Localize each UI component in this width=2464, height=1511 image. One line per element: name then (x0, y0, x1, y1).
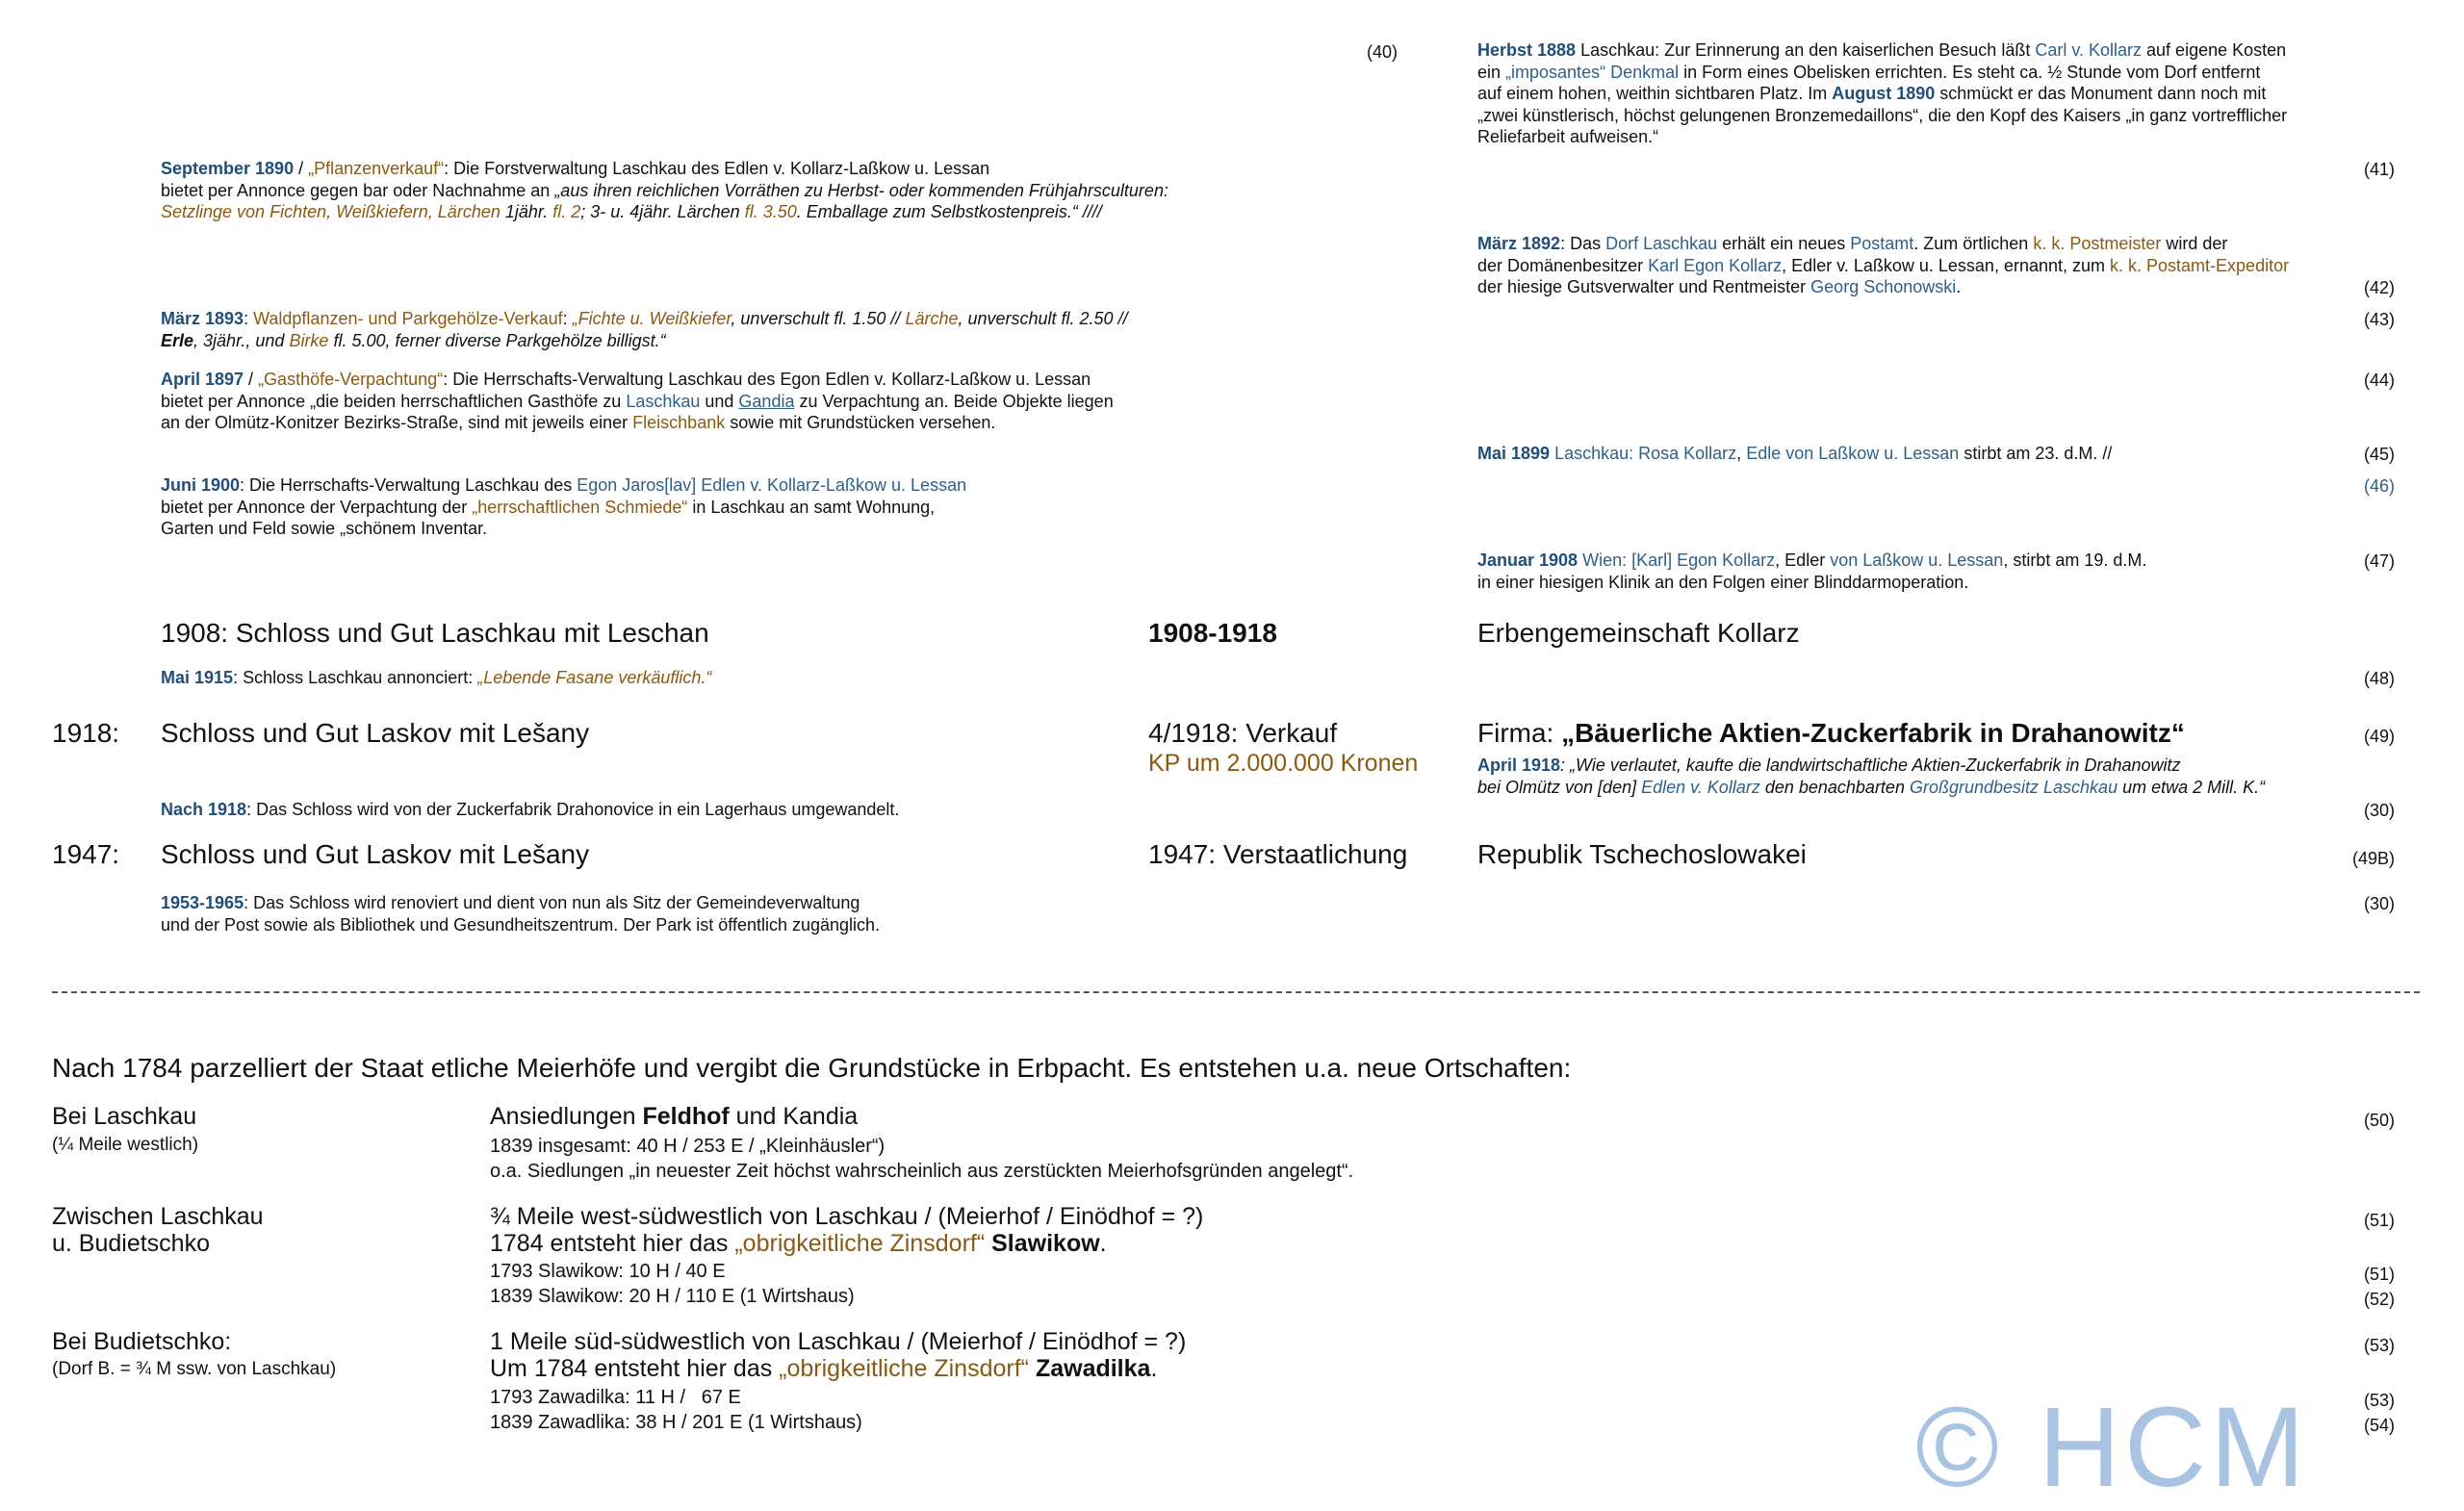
year-1918: 1918: (52, 718, 120, 748)
entry-maerz-1893 (161, 308, 1128, 351)
quote: : „Wie verlautet, kaufte die landwirtschaftliche Aktien-Zuckerfabrik in Drahanowitz (1560, 756, 2181, 775)
copyright-watermark: © HCM (1915, 1384, 2309, 1511)
highlight: „Pflanzenverkauf“ (308, 159, 445, 178)
ref-47: (47) (2363, 551, 2395, 571)
owner-1908: Erbengemeinschaft Kollarz (1477, 618, 1800, 648)
price: fl. 3.50 (744, 202, 797, 221)
owner-prefix: Firma: (1477, 718, 1562, 748)
slawikow-line1: ¾ Meile west-südwestlich von Laschkau / (Meierhof / Einödhof = ?) (490, 1203, 1204, 1230)
slawikow-line4: 1839 Slawikow: 20 H / 110 E (1 Wirtshaus) (490, 1286, 855, 1307)
quote: . Emballage zum Selbstkostenpreis.“ //// (796, 202, 1102, 221)
entry-text: : Die Herrschafts-Verwaltung Laschkau des (240, 475, 578, 495)
quote: „aus ihren reichlichen Vorräthen zu Herbst- oder kommenden Frühjahrsculturen: (554, 180, 1168, 200)
place-name: Slawikow (985, 1230, 1100, 1257)
person-name: Egon Jaros[lav] Edlen v. Kollarz-Laßkow u. Lessan (577, 475, 967, 495)
highlight: Dorf Laschkau (1605, 234, 1718, 253)
ref-44: (44) (2363, 371, 2395, 390)
entry-januar-1908 (1477, 550, 2146, 593)
entry-text: , Edler (1775, 551, 1831, 570)
entry-text: 1784 entsteht hier das (490, 1230, 735, 1257)
highlight: „obrigkeitliche Zinsdorf“ (779, 1355, 1029, 1382)
entry-text: an der Olmütz-Konitzer Bezirks-Straße, sind mit jeweils einer (161, 413, 633, 432)
entry-text: auf einem hohen, weithin sichtbaren Platz. Im (1477, 84, 1833, 103)
place-name: Laschkau (626, 391, 701, 411)
entry-text: sowie mit Grundstücken versehen. (725, 413, 996, 432)
entry-date: Januar 1908 (1477, 551, 1578, 570)
dashed-divider (52, 991, 2420, 993)
person-name: Rosa Kollarz (1638, 444, 1737, 463)
quote: um etwa 2 Mill. K.“ (2118, 777, 2266, 797)
label-bei-budietschko: Bei Budietschko: (52, 1328, 232, 1355)
zawadilka-line2 (490, 1355, 1157, 1382)
event-1918: 4/1918: Verkauf (1148, 718, 1338, 748)
quote: Lärche (905, 309, 959, 328)
highlight: Postamt (1850, 234, 1914, 253)
person-name: Karl Egon Kollarz (1648, 255, 1783, 275)
zawadilka-line1: 1 Meile süd-südwestlich von Laschkau / (Meierhof / Einödhof = ?) (490, 1328, 1187, 1355)
entry-text: : Das Schloss wird renoviert und dient von nun als Sitz der Gemeindeverwaltung (244, 893, 860, 912)
entry-text: ein (1477, 62, 1506, 82)
ref-50: (50) (2363, 1111, 2395, 1130)
quote: ; 3- u. 4jähr. Lärchen (580, 202, 745, 221)
entry-mai-1915 (161, 667, 711, 689)
entry-text: bietet per Annonce der Verpachtung der (161, 497, 473, 517)
entry-text: in Laschkau an samt Wohnung, (687, 497, 936, 517)
entry-text: auf eigene Kosten (2142, 40, 2287, 60)
quote: , unverschult fl. 2.50 // (958, 309, 1128, 328)
person-name: Edlen v. Kollarz (1641, 777, 1760, 797)
entry-text: : Die Forstverwaltung Laschkau des Edlen v. Kollarz-Laßkow u. Lessan (444, 159, 990, 178)
entry-text: Laschkau: Zur Erinnerung an den kaiserlichen Besuch läßt (1576, 40, 2036, 60)
entry-text: „zwei künstlerisch, höchst gelungenen Bronzemedaillons“, die den Kopf des Kaisers „in ganz vortrefflicher (1477, 105, 2288, 125)
place-name: Großgrundbesitz Laschkau (1909, 777, 2118, 797)
entry-date: Herbst 1888 (1477, 40, 1577, 60)
ref-40: (40) (1366, 42, 1398, 62)
entry-text: wird der (2161, 234, 2228, 253)
person-name: [Karl] Egon Kollarz (1631, 551, 1776, 570)
entry-text: . (1150, 1355, 1158, 1382)
entry-nach-1918 (161, 799, 899, 821)
entry-text: : Das Schloss wird von der Zuckerfabrik Drahonovice in ein Lagerhaus umgewandelt. (246, 800, 900, 819)
ref-42: (42) (2363, 278, 2395, 297)
title-text: Ansiedlungen (490, 1103, 643, 1130)
ref-52: (52) (2363, 1290, 2395, 1309)
entry-text: , Edler v. Laßkow u. Lessan, ernannt, zum (1782, 255, 2111, 275)
year-1947: 1947: (52, 839, 120, 869)
place-name: Wien: (1578, 551, 1632, 570)
entry-text: in einer hiesigen Klinik an den Folgen einer Blinddarmoperation. (1477, 572, 1969, 592)
highlight: Waldpflanzen- und Parkgehölze-Verkauf (253, 309, 563, 328)
entry-text: und der Post sowie als Bibliothek und Gesundheitszentrum. Der Park ist öffentlich zugänglich. (161, 914, 881, 935)
label-zwischen: Zwischen Laschkau (52, 1203, 264, 1230)
entry-text: : (244, 309, 254, 328)
quote: Birke (289, 330, 329, 350)
entry-mai-1899 (1477, 443, 2112, 465)
ref-48: (48) (2363, 669, 2395, 688)
entry-text: der Domänenbesitzer (1477, 255, 1649, 275)
quote: Erle (161, 330, 194, 350)
entry-text: . Zum örtlichen (1913, 234, 2034, 253)
entry-text: . (1099, 1230, 1107, 1257)
intro-text: Nach 1784 parzelliert der Staat etliche Meierhöfe und vergibt die Grundstücke in Erbpacht. Es entstehen u.a. neue Ortschaften: (52, 1053, 1572, 1083)
label-laschkau: Bei Laschkau (52, 1103, 197, 1130)
ref-30-a: (30) (2363, 801, 2395, 820)
ref-43: (43) (2363, 310, 2395, 329)
quote: „Fichte u. Weißkiefer (572, 309, 732, 328)
event-1947: 1947: Verstaatlichung (1148, 839, 1408, 869)
entry-text: in Form eines Obelisken errichten. Es steht ca. ½ Stunde vom Dorf entfernt (1679, 62, 2261, 82)
ref-41: (41) (2363, 160, 2395, 179)
entry-text: / (294, 159, 309, 178)
zawadilka-line4: 1839 Zawadlika: 38 H / 201 E (1 Wirtshaus) (490, 1412, 862, 1433)
zawadilka-line3: 1793 Zawadilka: 11 H / 67 E (490, 1387, 741, 1408)
quote: den benachbarten (1759, 777, 1910, 797)
entry-date: Nach 1918 (161, 800, 247, 819)
ref-54: (54) (2363, 1416, 2395, 1435)
entry-text: , (1736, 444, 1747, 463)
person-name: Carl v. Kollarz (2035, 40, 2143, 60)
entry-text: erhält ein neues (1717, 234, 1851, 253)
place-name: Feldhof (642, 1103, 730, 1130)
title-feldhof (490, 1103, 858, 1130)
section-title-1908: 1908: Schloss und Gut Laschkau mit Leschan (161, 618, 709, 648)
ref-53-a: (53) (2363, 1336, 2395, 1355)
slawikow-line2 (490, 1230, 1107, 1257)
entry-text: schmückt er das Monument dann noch mit (1935, 84, 2267, 103)
ref-49b: (49B) (2351, 849, 2395, 868)
entry-text: zu Verpachtung an. Beide Objekte liegen (794, 391, 1114, 411)
entry-juni-1900 (161, 474, 966, 540)
place-name: Zawadilka (1029, 1355, 1151, 1382)
entry-date: August 1890 (1832, 84, 1936, 103)
place-name: Gandia (738, 391, 795, 411)
person-name: von Laßkow u. Lessan (1830, 551, 2004, 570)
ref-49: (49) (2363, 727, 2395, 746)
person-name: Georg Schonowski (1810, 277, 1957, 296)
highlight: k. k. Postamt-Expeditor (2110, 255, 2290, 275)
quote: , 3jähr., und (193, 330, 290, 350)
ref-51-b: (51) (2363, 1265, 2395, 1284)
highlight: „imposantes“ Denkmal (1505, 62, 1680, 82)
owner-1947: Republik Tschechoslowakei (1477, 839, 1807, 869)
entry-date: Mai 1899 (1477, 444, 1551, 463)
ref-30-b: (30) (2363, 894, 2395, 913)
entry-text: Um 1784 entsteht hier das (490, 1355, 780, 1382)
highlight: Fleischbank (632, 413, 726, 432)
quote: 1jähr. (500, 202, 553, 221)
entry-text: und (700, 391, 739, 411)
entry-1953-1965 (161, 892, 880, 935)
entry-text: Reliefarbeit aufweisen.“ (1477, 127, 1659, 146)
highlight: „Gasthöfe-Verpachtung“ (258, 370, 444, 389)
highlight: k. k. Postmeister (2033, 234, 2162, 253)
place-name: Laschkau: (1550, 444, 1639, 463)
highlight: „obrigkeitliche Zinsdorf“ (734, 1230, 986, 1257)
entry-date: 1953-1965 (161, 893, 244, 912)
entry-text: bietet per Annonce „die beiden herrschaftlichen Gasthöfe zu (161, 391, 627, 411)
laschkau-line1: 1839 insgesamt: 40 H / 253 E / „Kleinhäusler“) (490, 1136, 886, 1157)
entry-sept-1890 (161, 158, 1168, 223)
entry-text: : Die Herrschafts-Verwaltung Laschkau des Egon Edlen v. Kollarz-Laßkow u. Lessan (443, 370, 1091, 389)
title-text: und Kandia (729, 1103, 859, 1130)
quote: fl. 5.00, ferner diverse Parkgehölze billigst.“ (328, 330, 666, 350)
price: fl. 2 (552, 202, 581, 221)
laschkau-line2: o.a. Siedlungen „in neuester Zeit höchst wahrscheinlich aus zerstückten Meierhofsgründen angelegt“. (490, 1161, 1354, 1182)
entry-maerz-1892 (1477, 233, 2289, 298)
entry-date: Mai 1915 (161, 668, 234, 687)
entry-date: Juni 1900 (161, 475, 241, 495)
entry-text: , stirbt am 19. d.M. (2003, 551, 2147, 570)
entry-april-1918 (1477, 755, 2265, 798)
highlight: „herrschaftlichen Schmiede“ (472, 497, 688, 517)
entry-text: / (244, 370, 259, 389)
quote: „Lebende Fasane verkäuflich.“ (477, 668, 712, 687)
label-budietschko: u. Budietschko (52, 1230, 210, 1257)
entry-text: : Schloss Laschkau annonciert: (233, 668, 478, 687)
entry-herbst-1888 (1477, 39, 2287, 148)
entry-text: der hiesige Gutsverwalter und Rentmeister (1477, 277, 1811, 296)
section-title-1947: Schloss und Gut Laskov mit Lešany (161, 839, 590, 869)
owner-1918 (1477, 717, 2185, 750)
ref-53-b: (53) (2363, 1391, 2395, 1410)
entry-april-1897 (161, 369, 1114, 434)
period-1908-1918: 1908-1918 (1148, 618, 1277, 648)
section-title-1918: Schloss und Gut Laskov mit Lešany (161, 718, 590, 748)
highlight: Setzlinge von Fichten, Weißkiefern, Lärchen (161, 202, 500, 221)
entry-text: Garten und Feld sowie „schönem Inventar. (161, 519, 488, 538)
entry-text: bietet per Annonce gegen bar oder Nachnahme an (161, 180, 555, 200)
entry-date: März 1892 (1477, 234, 1561, 253)
quote: , unverschult fl. 1.50 // (731, 309, 906, 328)
owner-name: „Bäuerliche Aktien-Zuckerfabrik in Drahanowitz“ (1561, 718, 2185, 748)
sub-laschkau: (¼ Meile westlich) (52, 1135, 199, 1155)
entry-text: . (1956, 277, 1962, 296)
entry-date: April 1897 (161, 370, 244, 389)
entry-date: April 1918 (1477, 756, 1561, 775)
sub-budietschko: (Dorf B. = ¾ M ssw. von Laschkau) (52, 1359, 337, 1379)
entry-text: : Das (1560, 234, 1606, 253)
entry-date: September 1890 (161, 159, 295, 178)
entry-date: März 1893 (161, 309, 244, 328)
price-1918: KP um 2.000.000 Kronen (1148, 750, 1419, 777)
entry-text: stirbt am 23. d.M. // (1959, 444, 2113, 463)
slawikow-line3: 1793 Slawikow: 10 H / 40 E (490, 1261, 726, 1282)
ref-51-a: (51) (2363, 1211, 2395, 1230)
ref-45: (45) (2363, 445, 2395, 464)
ref-46: (46) (2363, 476, 2395, 496)
quote: bei Olmütz von [den] (1477, 777, 1642, 797)
entry-text: : (562, 309, 573, 328)
person-name: Edle von Laßkow u. Lessan (1746, 444, 1960, 463)
